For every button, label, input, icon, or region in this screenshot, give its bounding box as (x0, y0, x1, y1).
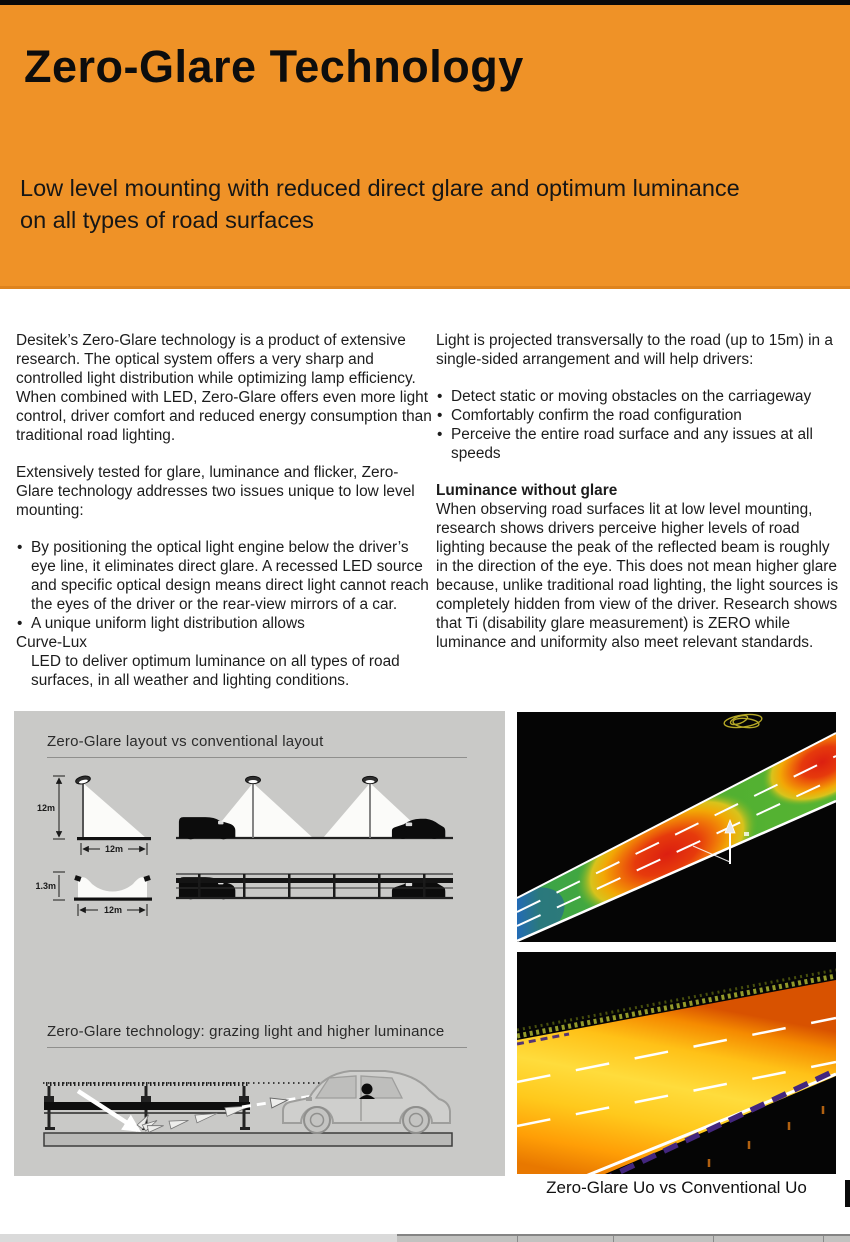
bullet-item: • Perceive the entire road surface and any issues at all speeds (436, 425, 840, 463)
spacing-dimension (81, 843, 147, 855)
zeroglare-barrier-diagram (176, 874, 453, 899)
road-surface (44, 1133, 452, 1146)
layout-comparison-diagram (28, 767, 488, 983)
divider (47, 757, 467, 758)
subtitle-line1: Low level mounting with reduced direct glare and optimum luminance (20, 175, 740, 201)
body-column-right (436, 331, 840, 670)
header-band (0, 5, 850, 289)
bullet-continuation: LED to deliver optimum luminance on all types of road surfaces, in all weather and lighting conditions. (31, 653, 400, 689)
paragraph: Desitek’s Zero-Glare technology is a product of extensive research. The optical system offers a very sharp and controlled light distribution while optimizing lamp efficiency. When combined with LED, Zero-Glare offers even more light control, driver comfort and reduced energy consumption than traditional road lighting. (16, 332, 432, 444)
luminaire-sketch-icon (723, 712, 762, 729)
figure-caption: Zero-Glare Uo vs Conventional Uo (546, 1178, 807, 1197)
pole-height-dimension (37, 776, 65, 839)
bullet-item: • By positioning the optical light engine below the driver’s eye line, it eliminates direct glare. A recessed LED source and specific optical design means direct light cannot reach the eyes of the driver or the rear-view mirrors of a car. (16, 538, 432, 614)
cropped-table-top (397, 1234, 850, 1242)
grazing-light-diagram (28, 1053, 488, 1171)
diagram-panel (14, 711, 505, 1176)
streetlight-beam-diagram (75, 775, 151, 841)
svg-text:12m: 12m (103, 905, 123, 915)
lowlevel-height-dimension (35, 872, 65, 900)
streetlight-icon (75, 775, 91, 786)
body-column-left (16, 331, 432, 690)
divider (47, 1047, 467, 1048)
paragraph: Extensively tested for glare, luminance and flicker, Zero-Glare technology addresses two issues unique to low level mounting: (16, 464, 415, 519)
diagram-title-grazing: Zero-Glare technology: grazing light and higher luminance (47, 1023, 445, 1040)
bullet-item: • Comfortably confirm the road configuration (436, 406, 840, 425)
barrier-structure (44, 1084, 250, 1130)
bullet-item: • A unique uniform light distribution allows (16, 614, 432, 633)
svg-text:12m: 12m (36, 803, 55, 813)
page-title: Zero-Glare Technology (24, 41, 524, 92)
subtitle (20, 172, 820, 236)
page-edge-mark (845, 1180, 850, 1207)
section-heading: Luminance without glare (436, 482, 618, 499)
car-outline (283, 1071, 450, 1133)
conventional-lighting-diagram (176, 776, 453, 839)
lowlevel-optic-diagram (74, 875, 152, 901)
paragraph: When observing road surfaces lit at low level mounting, research shows drivers perceive higher levels of road lighting because the peak of the reflected beam is roughly in the direction of the eye. This does not mean higher glare because, unlike traditional road lighting, the light sources is completely hidden from view of the driver. Research shows that Ti (disability glare measurement) is ZERO while luminance and uniformity also meet relevant standards. (436, 501, 839, 651)
brand-name: Curve-Lux (16, 634, 87, 651)
streetlight-icon (246, 776, 378, 783)
luminance-heatmap-figure (517, 712, 836, 942)
svg-text:1.3m: 1.3m (35, 881, 56, 891)
uniformity-heatmap-figure (517, 952, 836, 1174)
paragraph: Light is projected transversally to the road (up to 15m) in a single-sided arrangement and will help drivers: (436, 332, 833, 368)
subtitle-line2: on all types of road surfaces (20, 207, 314, 233)
bullet-item: • Detect static or moving obstacles on the carriageway (436, 387, 840, 406)
bullet-list (436, 387, 840, 463)
diagram-title-layout: Zero-Glare layout vs conventional layout (47, 733, 324, 750)
lowlevel-spacing-dimension (78, 904, 147, 916)
svg-text:12m: 12m (104, 844, 124, 854)
